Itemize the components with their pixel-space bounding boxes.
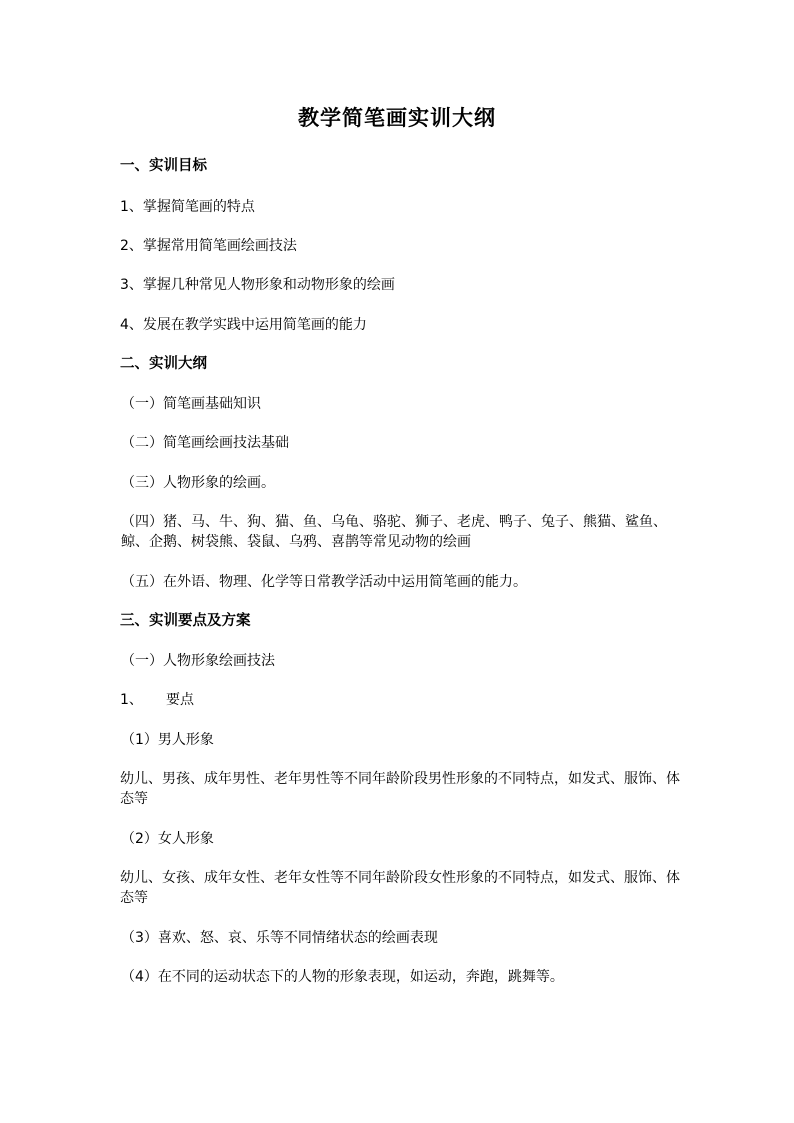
outline-item-5: （五）在外语、物理、化学等日常教学活动中运用简笔画的能力。 (121, 574, 527, 590)
female-figure-description: 幼儿、女孩、成年女性、老年女性等不同年龄阶段女性形象的不同特点，如发式、服饰、体态等 (120, 870, 680, 906)
plan-point-heading (120, 690, 680, 710)
female-figure-label: （2）女人形象 (121, 831, 214, 847)
plan-point-number: 1、 (120, 692, 143, 708)
section-heading-outline: 二、实训大纲 (120, 356, 207, 372)
goal-item-1: 1、掌握简笔画的特点 (120, 199, 255, 215)
goal-item-2: 2、掌握常用简笔画绘画技法 (120, 238, 297, 254)
emotion-item: （3）喜欢、怒、哀、乐等不同情绪状态的绘画表现 (121, 930, 438, 946)
outline-item-2: （二）简笔画绘画技法基础 (121, 435, 289, 451)
plan-subheading-1: （一）人物形象绘画技法 (121, 653, 275, 669)
goal-item-4: 4、发展在教学实践中运用简笔画的能力 (120, 317, 367, 333)
outline-item-4: （四）猪、马、牛、狗、猫、鱼、乌龟、骆驼、狮子、老虎、鸭子、兔子、熊猫、鲨鱼、鲸、企鹅、树袋熊、袋鼠、乌鸦、喜鹊等常见动物的绘画 (121, 514, 667, 550)
document-title: 教学简笔画实训大纲 (298, 105, 496, 130)
goal-item-3: 3、掌握几种常见人物形象和动物形象的绘画 (120, 277, 395, 293)
plan-point-label: 要点 (166, 692, 194, 708)
male-figure-label: （1）男人形象 (121, 732, 214, 748)
section-heading-goals: 一、实训目标 (120, 158, 207, 174)
outline-item-1: （一）简笔画基础知识 (121, 396, 261, 412)
outline-item-3: （三）人物形象的绘画。 (121, 475, 275, 491)
motion-item: （4）在不同的运动状态下的人物的形象表现，如运动，奔跑，跳舞等。 (121, 969, 564, 985)
male-figure-description: 幼儿、男孩、成年男性、老年男性等不同年龄阶段男性形象的不同特点，如发式、服饰、体态等 (120, 771, 680, 807)
section-heading-plan: 三、实训要点及方案 (120, 613, 251, 629)
